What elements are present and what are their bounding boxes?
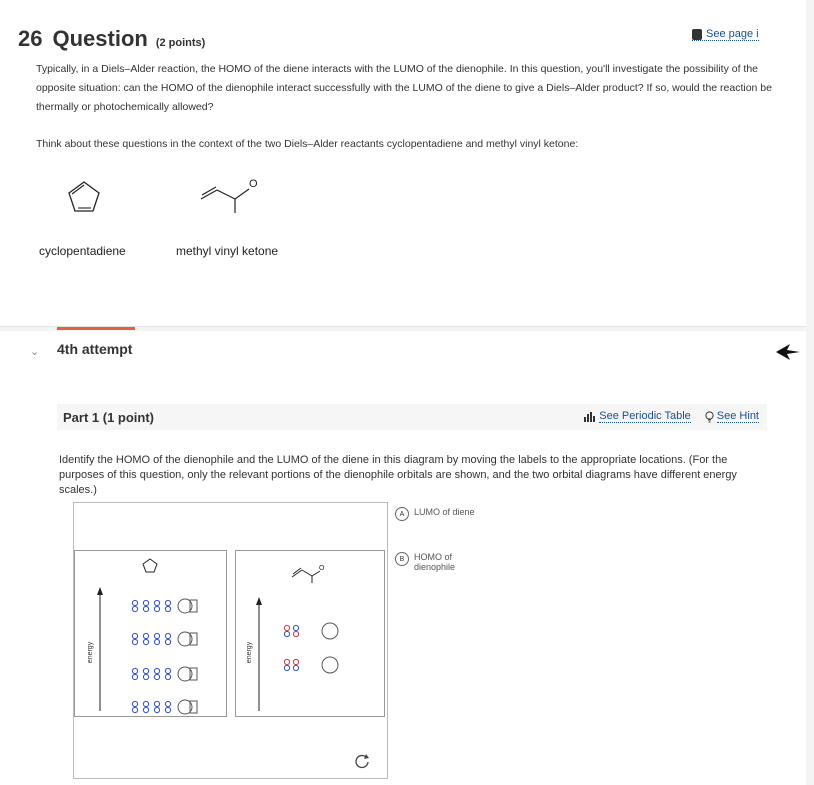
- cyclopentadiene-label: cyclopentadiene: [39, 244, 126, 258]
- dienophile-orbital-upper: [284, 623, 338, 639]
- diene-orbital-levels: [132, 599, 197, 714]
- label-b-letter: B: [395, 552, 409, 566]
- question-points: (2 points): [155, 37, 206, 49]
- part-label: Part 1 (1 point): [63, 410, 155, 425]
- reset-icon[interactable]: [354, 753, 370, 769]
- question-title: Question: [52, 26, 148, 51]
- hint-link[interactable]: [705, 410, 759, 423]
- question-header: [18, 26, 205, 52]
- diene-panel: [74, 550, 227, 717]
- attempt-card: [0, 331, 806, 785]
- diene-orbitals: [75, 551, 226, 716]
- dienophile-orbitals: [236, 551, 384, 716]
- lightbulb-icon: [705, 411, 714, 423]
- diene-energy-label: energy: [87, 641, 95, 664]
- periodic-table-label: See Periodic Table: [599, 410, 691, 422]
- dienophile-panel: [235, 550, 385, 717]
- bar-chart-icon: [584, 412, 596, 422]
- svg-text:O: O: [319, 565, 325, 572]
- label-a-lumo-of-diene[interactable]: [395, 507, 475, 521]
- part-header: [57, 404, 767, 430]
- hint-label: See Hint: [716, 410, 759, 422]
- svg-text:O: O: [249, 178, 258, 190]
- dienophile-orbital-lower: [284, 657, 338, 673]
- part-links: [584, 410, 759, 423]
- question-context-text: Think about these questions in the context of the two Diels–Alder reactants cyclopentadiene and methyl vinyl ketone:: [36, 138, 579, 150]
- label-a-text: LUMO of diene: [414, 507, 475, 517]
- orbital-diagram: [73, 502, 388, 779]
- page-icon: [692, 29, 702, 40]
- attempt-tab-indicator: [57, 327, 135, 330]
- attempt-title[interactable]: 4th attempt: [57, 341, 133, 357]
- methyl-vinyl-ketone-structure: [195, 173, 265, 215]
- part-instructions: Identify the HOMO of the dienophile and the LUMO of the diene in this diagram by moving the labels to the appropriate locations. (For the purposes of this question, only the relevant portions of the dienophile orbitals are shown, and the two orbital diagrams have different energy scales.): [59, 454, 737, 496]
- label-b-homo-of-dienophile[interactable]: [395, 552, 470, 572]
- see-page-label: See page i: [706, 28, 759, 40]
- methyl-vinyl-ketone-label: methyl vinyl ketone: [176, 244, 279, 258]
- label-a-letter: A: [395, 507, 409, 521]
- chevron-down-icon[interactable]: ⌄: [30, 346, 40, 358]
- dienophile-energy-label: energy: [246, 641, 254, 664]
- cyclopentadiene-structure: [64, 178, 104, 216]
- label-b-text: HOMO of dienophile: [414, 552, 456, 572]
- periodic-table-link[interactable]: [584, 410, 691, 423]
- mouse-cursor-icon: [776, 343, 802, 361]
- question-number: 26: [18, 26, 43, 51]
- question-card: [0, 0, 806, 327]
- see-page-link[interactable]: [692, 28, 759, 41]
- question-text: Typically, in a Diels–Alder reaction, the HOMO of the diene interacts with the LUMO of the dienophile. In this question, you'll investigate the possibility of the opposite situation: can the HOMO of the dienophile interact successfully with the LUMO of the diene to give a Diels–Alder product? If so, would the reaction be thermally or photochemically allowed?: [36, 63, 772, 113]
